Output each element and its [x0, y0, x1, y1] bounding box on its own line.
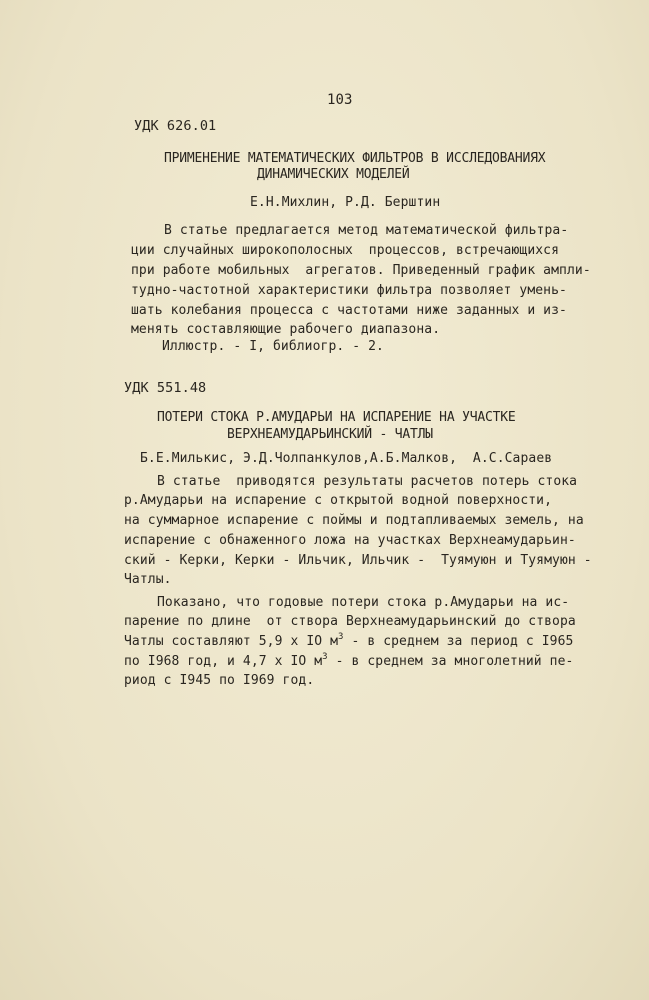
article2-p1-line-5: ский - Керки, Керки - Ильчик, Ильчик - Туямуюн и Туямуюн - — [124, 553, 592, 568]
article2-p1-line-6: Чатлы. — [124, 572, 172, 587]
article2-p1-line-3: на суммарное испарение с поймы и подтапливаемых земель, на — [124, 513, 584, 528]
article2-p2-line-5: риод с I945 по I969 год. — [124, 673, 315, 688]
article2-p2-line-3 — [124, 634, 573, 650]
page-number: 103 — [327, 92, 353, 108]
article1-body-line-2: ции случайных широкополосных процессов, встречающихся — [131, 243, 560, 258]
article2-authors: Б.Е.Милькис, Э.Д.Чолпанкулов,А.Б.Малков, А.С.Сараев — [140, 451, 553, 466]
article1-biblio: Иллюстр. - I, библиогр. - 2. — [162, 339, 384, 354]
article2-p2-line-3-start: Чатлы составляют 5,9 х IO м — [124, 634, 339, 649]
article2-p2-line-1: Показано, что годовые потери стока р.Амударьи на ис- — [157, 595, 570, 610]
article1-title-line-1: ПРИМЕНЕНИЕ МАТЕМАТИЧЕСКИХ ФИЛЬТРОВ В ИССЛЕДОВАНИЯХ — [164, 151, 546, 166]
article2-udk: УДК 551.48 — [124, 380, 207, 396]
article2-p2-line-3-sup: 3 — [338, 632, 344, 642]
article1-body-line-5: шать колебания процесса с частотами ниже заданных и из- — [131, 303, 567, 318]
article2-p2-line-4-end: - в среднем за многолетний пе- — [327, 654, 574, 669]
article2-p1-line-4: испарение с обнаженного ложа на участках Верхнеамударьин- — [124, 533, 576, 548]
article1-body-line-6: менять составляющие рабочего диапазона. — [131, 322, 441, 337]
article2-p2-line-2: парение по длине от створа Верхнеамударьинский до створа — [124, 614, 576, 629]
article2-title-line-1: ПОТЕРИ СТОКА Р.АМУДАРЬИ НА ИСПАРЕНИЕ НА УЧАСТКЕ — [157, 410, 516, 425]
article1-udk: УДК 626.01 — [134, 118, 217, 134]
article1-body-line-1: В статье предлагается метод математической фильтра- — [164, 223, 569, 238]
article1-body-line-3: при работе мобильных агрегатов. Приведенный график ампли- — [131, 263, 591, 278]
article2-p2-line-4-sup: 3 — [322, 652, 328, 662]
article1-title-line-2: ДИНАМИЧЕСКИХ МОДЕЛЕЙ — [257, 167, 410, 182]
article2-title-line-2: ВЕРХНЕАМУДАРЬИНСКИЙ - ЧАТЛЫ — [227, 427, 433, 442]
article2-p2-line-4 — [124, 654, 573, 670]
article1-body-line-4: тудно-частотной характеристики фильтра позволяет умень- — [131, 283, 567, 298]
article2-p2-line-4-start: по I968 год, и 4,7 х IO м — [124, 654, 323, 669]
article2-p1-line-2: р.Амударьи на испарение с открытой водной поверхности, — [124, 493, 553, 508]
article2-p2-line-3-end: - в среднем за период с I965 — [343, 634, 574, 649]
article1-authors: Е.Н.Михлин, Р.Д. Берштин — [250, 195, 441, 210]
article2-p1-line-1: В статье приводятся результаты расчетов потерь стока — [157, 474, 578, 489]
